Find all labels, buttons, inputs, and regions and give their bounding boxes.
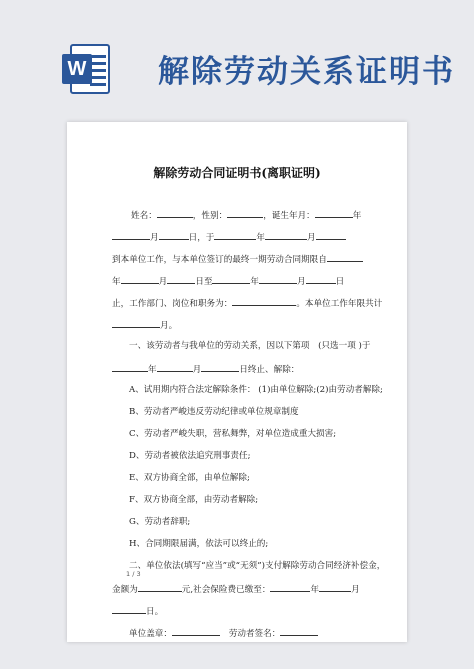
page-number: 1 / 3 xyxy=(126,570,141,578)
line-position: 止，工作部门、岗位和职务为： 。本单位工作年限共计 xyxy=(112,299,383,309)
line-termination-date: 年 月 日终止、解除： xyxy=(112,363,299,376)
line-section-one: 一、该劳动者与我单位的劳动关系，因以下第项 (只选一项 )于 xyxy=(129,341,371,351)
item-g: G、劳动者辞职; xyxy=(129,517,191,527)
document-title: 解除劳动合同证明书(离职证明) xyxy=(153,166,321,180)
item-b: B、劳动者严峻违反劳动纪律或单位规章制度 xyxy=(129,407,299,417)
word-badge: W xyxy=(62,54,92,84)
line-contract-intro: 到本单位工作，与本单位签订的最终一期劳动合同期限自 xyxy=(112,253,363,266)
document-page xyxy=(67,122,407,642)
line-years: 月。 xyxy=(112,319,177,332)
seal-label: 单位盖章： xyxy=(129,629,172,639)
item-d: D、劳动者被依法追究刑事责任; xyxy=(129,451,251,461)
banner-title: 解除劳动关系证明书 xyxy=(158,54,455,90)
line-section-two: 二、单位依法(填写“应当”或“无须”)支付解除劳动合同经济补偿金， xyxy=(129,561,386,571)
line-personal-info: 姓名： ，性别： ，诞生年月： 年 xyxy=(131,211,362,221)
line-contract-period: 年 月 日至 年 月 日 xyxy=(112,277,345,287)
item-f: F、双方协商全部，由劳动者解除; xyxy=(129,495,259,505)
word-icon xyxy=(62,44,110,94)
item-c: C、劳动者严峻失职，营私舞弊，对单位造成重大损害; xyxy=(129,429,337,439)
item-e: E、双方协商全部，由单位解除; xyxy=(129,473,250,483)
item-a: A、试用期内符合法定解除条件： (1)由单位解除;(2)由劳动者解除; xyxy=(129,385,383,395)
line-signatures xyxy=(129,627,318,640)
item-h: H、合同期限届满，依法可以终止的; xyxy=(129,539,269,549)
line-compensation: 金额为 元,社会保险费已缴至： 年 月 xyxy=(112,585,360,595)
signature-label: 劳动者签名： xyxy=(228,629,281,639)
line-insurance-day: 日。 xyxy=(112,605,163,618)
line-start-date: 月 日，于 年 月 xyxy=(112,231,346,244)
banner xyxy=(0,0,474,102)
